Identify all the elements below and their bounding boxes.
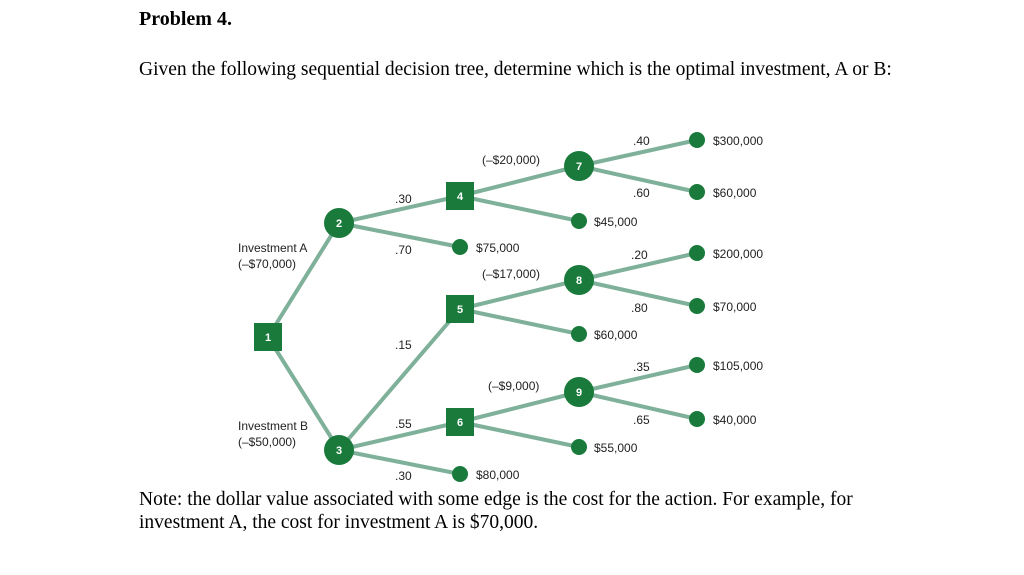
terminal-dot-55k: [571, 439, 587, 455]
node-label-7: 7: [575, 161, 583, 173]
terminal-dot-40k: [689, 411, 705, 427]
prob-8-200k: .20: [631, 248, 648, 262]
node-label-2: 2: [335, 218, 343, 230]
prob-2-75k: .70: [395, 243, 412, 257]
prob-7-300k: .40: [633, 134, 650, 148]
payoff-200k: $200,000: [713, 247, 764, 261]
node-label-3: 3: [335, 445, 343, 457]
prob-3-80k: .30: [395, 469, 412, 483]
payoff-80k: $80,000: [476, 468, 520, 482]
edge-4-7: [460, 166, 579, 196]
edge-1-3: [268, 337, 339, 450]
note-text: Note: the dollar value associated with some edge is the cost for the action. For example, for investment A, the cost for investment A is $70,000.: [139, 489, 853, 533]
terminal-dot-300k: [689, 132, 705, 148]
edge-5-8: [460, 280, 579, 309]
node-label-9: 9: [575, 387, 583, 399]
payoff-300k: $300,000: [713, 134, 764, 148]
payoff-75k: $75,000: [476, 241, 520, 255]
prob-9-40k: .65: [633, 413, 650, 427]
edge-6-55k: [460, 422, 579, 447]
edge-5-60k: [460, 309, 579, 334]
investment-a-cost: (–$70,000): [238, 257, 297, 271]
cost-6-9: (–$9,000): [488, 379, 540, 393]
payoff-105k: $105,000: [713, 359, 764, 373]
payoff-70k: $70,000: [713, 300, 757, 314]
payoff-40k: $40,000: [713, 413, 757, 427]
prob-2-4: .30: [395, 192, 412, 206]
node-label-5: 5: [456, 304, 464, 316]
investment-b-cost: (–$50,000): [238, 435, 297, 449]
node-label-8: 8: [575, 275, 583, 287]
payoff-55k: $55,000: [594, 441, 638, 455]
payoff-60k-a: $60,000: [713, 186, 757, 200]
cost-5-8: (–$17,000): [482, 267, 541, 281]
node-label-4: 4: [456, 191, 464, 203]
problem-title: Problem 4.: [139, 8, 232, 30]
terminal-dot-200k: [689, 245, 705, 261]
terminal-dot-60k-b: [571, 326, 587, 342]
cost-4-7: (–$20,000): [482, 153, 541, 167]
investment-a-label: Investment A: [238, 241, 308, 255]
node-label-6: 6: [456, 417, 464, 429]
terminal-dot-60k-a: [689, 184, 705, 200]
prob-3-6: .55: [395, 417, 412, 431]
node-label-1: 1: [264, 332, 272, 344]
edge-4-45k: [460, 196, 579, 221]
terminal-dot-75k: [452, 239, 468, 255]
prob-3-5: .15: [395, 338, 412, 352]
investment-b-label: Investment B: [238, 419, 309, 433]
edge-6-9: [460, 392, 579, 422]
terminal-dot-45k: [571, 213, 587, 229]
payoff-45k: $45,000: [594, 215, 638, 229]
prob-7-60k: .60: [633, 186, 650, 200]
terminal-dot-80k: [452, 466, 468, 482]
terminal-dot-70k: [689, 298, 705, 314]
payoff-60k-b: $60,000: [594, 328, 638, 342]
problem-statement: Given the following sequential decision tree, determine which is the optimal investment, A or B:: [139, 59, 892, 80]
prob-9-105k: .35: [633, 360, 650, 374]
terminal-dot-105k: [689, 357, 705, 373]
prob-8-70k: .80: [631, 301, 648, 315]
